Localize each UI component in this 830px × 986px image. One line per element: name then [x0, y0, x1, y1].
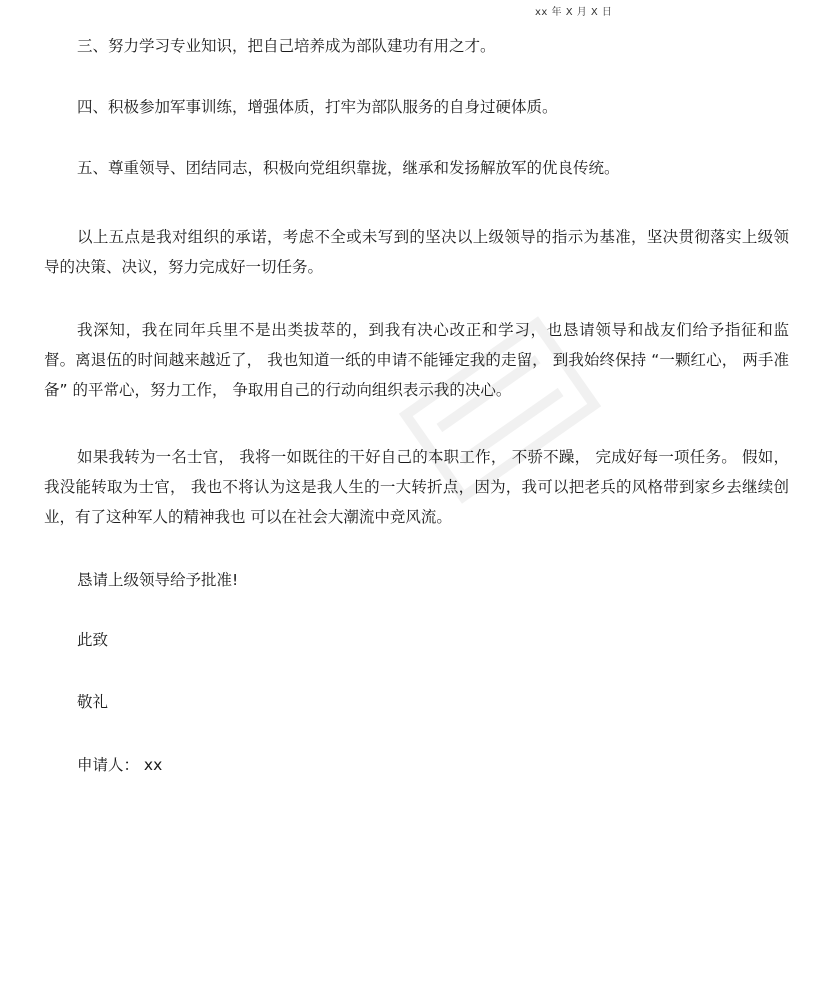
list-item-3: 三、努力学习专业知识，把自己培养成为部队建功有用之才。	[77, 37, 496, 55]
applicant-signature: 申请人： xx	[77, 756, 163, 774]
list-item-4: 四、积极参加军事训练，增强体质，打牢为部队服务的自身过硬体质。	[77, 98, 558, 116]
closing-request: 恳请上级领导给予批准!	[77, 571, 239, 589]
header-date: xx 年 X 月 X 日	[535, 7, 613, 18]
paragraph-commitment: 以上五点是我对组织的承诺，考虑不全或未写到的坚决以上级领导的指示为基准，坚决贯彻落实上级领导的决策、决议，努力完成好一切任务。	[44, 228, 789, 276]
paragraph-self-reflection: 我深知，我在同年兵里不是出类拔萃的，到我有决心改正和学习，也恳请领导和战友们给予指征和监督。离退伍的时间越来越近了， 我也知道一纸的申请不能锤定我的走留， 到我始终保持 “一颗红心， 两手准备” 的平常心，努力工作， 争取用自己的行动向组织表示我的决心。	[44, 321, 789, 399]
list-item-5: 五、尊重领导、团结同志，积极向党组织靠拢，继承和发扬解放军的优良传统。	[77, 159, 620, 177]
closing-salutation: 此致	[77, 631, 109, 649]
paragraph-promotion: 如果我转为一名士官， 我将一如既往的干好自己的本职工作， 不骄不躁， 完成好每一项任务。 假如， 我没能转取为士官， 我也不将认为这是我人生的一大转折点，因为，我可以把老兵的风格带到家乡去继续创业，有了这种军人的精神我也 可以在社会大潮流中竞风流。	[44, 448, 789, 526]
closing-regards: 敬礼	[77, 693, 109, 711]
